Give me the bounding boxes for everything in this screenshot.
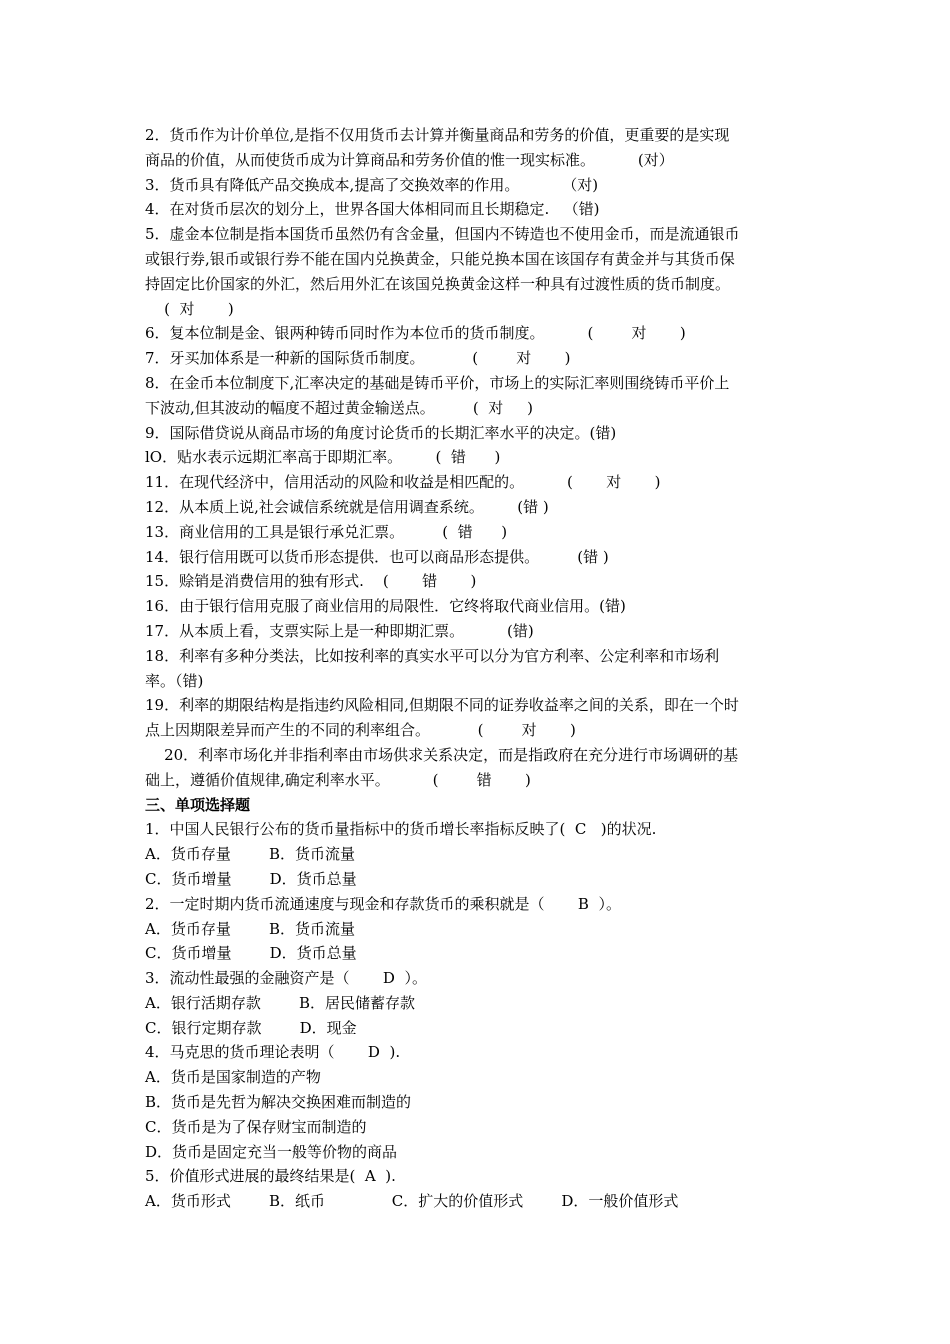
text-line: A．银行活期存款 B．居民储蓄存款 <box>145 993 416 1012</box>
text-line: C．货币增量 D．货币总量 <box>145 944 357 963</box>
text-line: 5．虚金本位制是指本国货币虽然仍有含金量，但国内不铸造也不使用金币，而是流通银币 <box>145 225 740 244</box>
section-heading: 三、单项选择题 <box>145 795 251 814</box>
text-line: 4．马克思的货币理论表明（ D ). <box>145 1043 401 1062</box>
text-line: 率。（错) <box>145 671 204 690</box>
text-line: C．银行定期存款 D．现金 <box>145 1018 357 1037</box>
text-line: 下波动,但其波动的幅度不超过黄金输送点。 ( 对 ) <box>145 398 533 417</box>
text-line: A．货币存量 B．货币流量 <box>145 919 356 938</box>
text-line: 15．赊销是消费信用的独有形式. ( 错 ) <box>145 572 477 591</box>
text-line: A．货币是国家制造的产物 <box>145 1068 321 1087</box>
text-line: B．货币是先哲为解决交换困难而制造的 <box>145 1093 412 1112</box>
text-line: 或银行券,银币或银行券不能在国内兑换黄金，只能兑换本国在该国存有黄金并与其货币保 <box>145 249 735 268</box>
text-line: 商品的价值，从而使货币成为计算商品和劳务价值的惟一现实标准。 (对） <box>145 150 674 169</box>
text-line: A．货币存量 B．货币流量 <box>145 845 356 864</box>
text-line: C．货币是为了保存财宝而制造的 <box>145 1117 367 1136</box>
text-line: 6．复本位制是金、银两种铸币同时作为本位币的货币制度。 ( 对 ) <box>145 324 686 343</box>
text-line: 5．价值形式进展的最终结果是( A ). <box>145 1167 396 1186</box>
text-line: 3．货币具有降低产品交换成本,提高了交换效率的作用。 （对) <box>145 175 599 194</box>
text-line: 2．货币作为计价单位,是指不仅用货币去计算并衡量商品和劳务的价值，更重要的是实现 <box>145 126 730 144</box>
text-line: 2．一定时期内货币流通速度与现金和存款货币的乘积就是（ B ）。 <box>145 894 621 913</box>
text-line: 16．由于银行信用克服了商业信用的局限性．它终将取代商业信用。(错) <box>145 597 626 616</box>
text-line: C．货币增量 D．货币总量 <box>145 869 357 888</box>
text-line: lO．贴水表示远期汇率高于即期汇率。 ( 错 ) <box>145 448 501 467</box>
text-line: 19．利率的期限结构是指违约风险相同,但期限不同的证券收益率之间的关系，即在一个时 <box>145 696 739 715</box>
text-line: ( 对 ) <box>145 299 234 318</box>
text-line: 13．商业信用的工具是银行承兑汇票。 ( 错 ) <box>145 522 508 541</box>
text-line: 9．国际借贷说从商品市场的角度讨论货币的长期汇率水平的决定。(错) <box>145 423 617 442</box>
text-line: 11．在现代经济中，信用活动的风险和收益是相匹配的。 ( 对 ) <box>145 473 661 492</box>
text-line: 17．从本质上看，支票实际上是一种即期汇票。 (错) <box>145 621 534 640</box>
document-body <box>145 123 810 1214</box>
text-line: 20．利率市场化并非指利率由市场供求关系决定，而是指政府在充分进行市场调研的基 <box>145 745 739 764</box>
text-line: 3．流动性最强的金融资产是（ D ）。 <box>145 969 427 988</box>
text-line: 点上因期限差异而产生的不同的利率组合。 ( 对 ) <box>145 721 576 740</box>
text-line: 1．中国人民银行公布的货币量指标中的货币增长率指标反映了( C )的状况. <box>145 820 657 839</box>
text-line: 持固定比价国家的外汇，然后用外汇在该国兑换黄金这样一种具有过渡性质的货币制度。 <box>145 274 731 293</box>
text-line: 4．在对货币层次的划分上，世界各国大体相同而且长期稳定. （错) <box>145 200 600 219</box>
text-line: 18．利率有多种分类法，比如按利率的真实水平可以分为官方利率、公定利率和市场利 <box>145 646 720 665</box>
text-line: 14．银行信用既可以货币形态提供．也可以商品形态提供。 (错 ) <box>145 547 609 566</box>
text-line: 础上，遵循价值规律,确定利率水平。 ( 错 ) <box>145 770 531 789</box>
text-line: 12．从本质上说,社会诚信系统就是信用调查系统。 (错 ) <box>145 497 549 516</box>
text-line: A．货币形式 B．纸币 C．扩大的价值形式 D．一般价值形式 <box>145 1192 679 1211</box>
text-line: 8．在金币本位制度下,汇率决定的基础是铸币平价，市场上的实际汇率则围绕铸币平价上 <box>145 373 730 392</box>
text-line: 7．牙买加体系是一种新的国际货币制度。 ( 对 ) <box>145 349 571 368</box>
text-line: D．货币是固定充当一般等价物的商品 <box>145 1142 398 1161</box>
